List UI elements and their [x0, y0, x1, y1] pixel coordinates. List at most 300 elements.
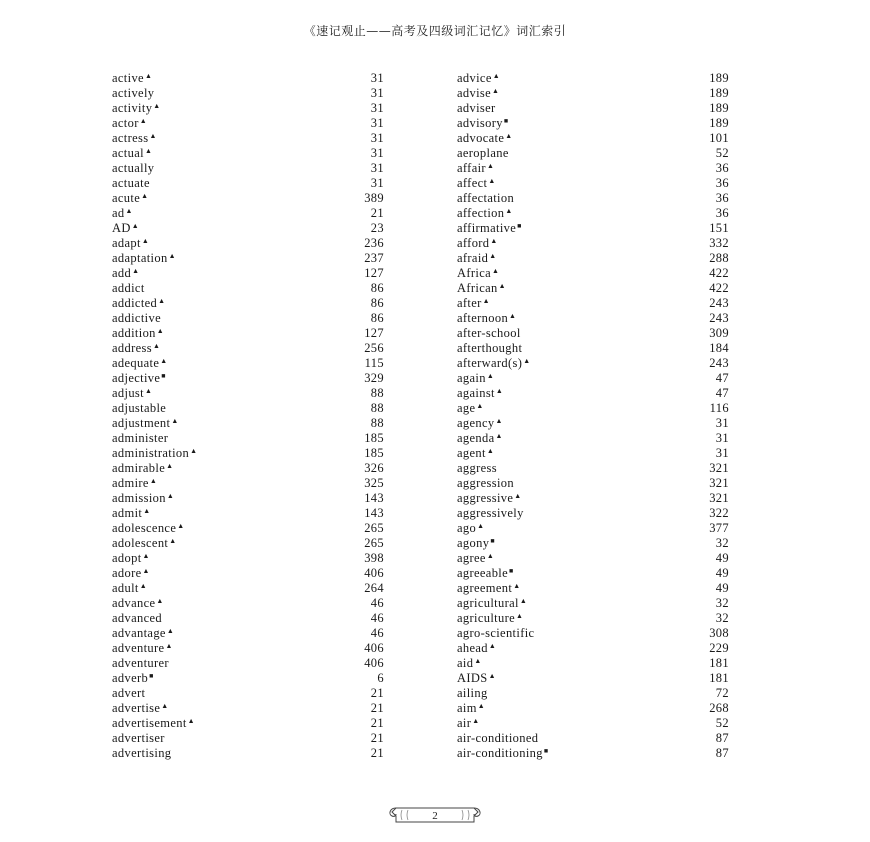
index-entry — [457, 71, 729, 86]
entry-word — [457, 281, 506, 296]
index-entry — [457, 161, 729, 176]
entry-word — [112, 611, 162, 626]
index-entry — [112, 626, 384, 641]
entry-word-text: add — [112, 266, 132, 280]
entry-word — [457, 506, 524, 521]
index-entry — [112, 161, 384, 176]
triangle-marker-icon: ▲ — [498, 282, 506, 290]
entry-word-text: affect — [457, 176, 488, 190]
page-header: 《速记观止——高考及四级词汇记忆》词汇索引 — [303, 24, 567, 38]
entry-word-text: aggressively — [457, 506, 524, 520]
triangle-marker-icon: ▲ — [490, 237, 498, 245]
entry-word-text: actually — [112, 161, 155, 175]
entry-page-number: 88 — [370, 401, 384, 415]
index-entry — [457, 131, 729, 146]
entry-page-number: 31 — [370, 86, 384, 100]
entry-word-text: adventurer — [112, 656, 169, 670]
entry-word-text: air-conditioning — [457, 746, 543, 760]
index-entry — [112, 686, 384, 701]
entry-word — [112, 341, 160, 356]
entry-page-number: 31 — [715, 431, 729, 445]
entry-word — [457, 446, 494, 461]
entry-page-number: 87 — [715, 731, 729, 745]
entry-word — [112, 356, 168, 371]
index-entry — [112, 536, 384, 551]
triangle-marker-icon: ▲ — [139, 582, 148, 590]
entry-word — [112, 566, 150, 581]
index-entry — [112, 446, 384, 461]
entry-word-text: admit — [112, 506, 143, 520]
index-entry — [112, 206, 384, 221]
index-entry — [112, 731, 384, 746]
entry-word-text: ailing — [457, 686, 488, 700]
triangle-marker-icon: ▲ — [161, 702, 169, 710]
entry-word-text: advisory — [457, 116, 503, 130]
entry-page-number: 21 — [370, 731, 384, 745]
index-entry — [112, 386, 384, 401]
triangle-marker-icon: ▲ — [488, 672, 496, 680]
triangle-marker-icon: ▲ — [486, 447, 495, 455]
index-entry — [112, 641, 384, 656]
entry-page-number: 422 — [709, 266, 729, 280]
entry-word-text: adjustment — [112, 416, 171, 430]
entry-word-text: adaptation — [112, 251, 168, 265]
index-entry — [457, 491, 729, 506]
index-entry — [457, 266, 729, 281]
index-entry — [457, 206, 729, 221]
triangle-marker-icon: ▲ — [142, 567, 150, 575]
entry-page-number: 32 — [715, 596, 729, 610]
index-entry — [457, 656, 729, 671]
entry-word-text: adventure — [112, 641, 165, 655]
entry-page-number: 6 — [377, 671, 384, 685]
entry-word — [112, 86, 154, 101]
entry-page-number: 288 — [709, 251, 729, 265]
entry-page-number: 116 — [709, 401, 729, 415]
entry-page-number: 23 — [370, 221, 384, 235]
triangle-marker-icon: ▲ — [482, 297, 490, 305]
triangle-marker-icon: ▲ — [149, 477, 158, 485]
index-entry — [457, 461, 729, 476]
triangle-marker-icon: ▲ — [472, 717, 480, 725]
entry-word-text: AIDS — [457, 671, 488, 685]
entry-word — [112, 131, 157, 146]
index-entry — [112, 551, 384, 566]
index-entry — [112, 461, 384, 476]
triangle-marker-icon: ▲ — [523, 357, 531, 365]
index-entry — [457, 641, 729, 656]
entry-word-text: advance — [112, 596, 156, 610]
entry-word-text: advertiser — [112, 731, 165, 745]
square-marker-icon: ■ — [543, 747, 549, 755]
entry-word — [457, 86, 499, 101]
entry-page-number: 21 — [370, 686, 384, 700]
entry-word-text: adjustable — [112, 401, 167, 415]
entry-page-number: 49 — [715, 551, 729, 565]
entry-word-text: after-school — [457, 326, 521, 340]
entry-word — [457, 521, 484, 536]
entry-page-number: 422 — [709, 281, 729, 295]
entry-page-number: 115 — [364, 356, 384, 370]
entry-word-text: aggress — [457, 461, 497, 475]
entry-page-number: 322 — [709, 506, 729, 520]
entry-page-number: 264 — [364, 581, 384, 595]
index-entry — [457, 686, 729, 701]
entry-word — [457, 731, 538, 746]
index-entry — [457, 371, 729, 386]
entry-word — [112, 71, 152, 86]
entry-word-text: actuate — [112, 176, 150, 190]
entry-word-text: affectation — [457, 191, 515, 205]
entry-word — [457, 296, 490, 311]
entry-word-text: air — [457, 716, 472, 730]
triangle-marker-icon: ▲ — [156, 327, 165, 335]
index-entry — [112, 431, 384, 446]
index-column-left — [112, 71, 384, 761]
entry-word — [457, 236, 498, 251]
entry-word-text: advertise — [112, 701, 161, 715]
entry-word — [457, 596, 527, 611]
entry-page-number: 36 — [715, 161, 729, 175]
entry-page-number: 189 — [709, 71, 729, 85]
entry-word-text: agency — [457, 416, 495, 430]
entry-page-number: 21 — [370, 716, 384, 730]
entry-page-number: 151 — [709, 221, 729, 235]
entry-word-text: advertising — [112, 746, 172, 760]
entry-word — [112, 251, 176, 266]
entry-word-text: adore — [112, 566, 142, 580]
square-marker-icon: ■ — [490, 537, 495, 545]
entry-word — [457, 266, 499, 281]
entry-page-number: 52 — [715, 716, 729, 730]
entry-page-number: 46 — [370, 596, 384, 610]
index-entry — [457, 581, 729, 596]
entry-word — [457, 746, 548, 761]
entry-word — [112, 221, 139, 236]
entry-page-number: 265 — [364, 536, 384, 550]
triangle-marker-icon: ▲ — [513, 582, 521, 590]
index-entry — [112, 581, 384, 596]
entry-word — [112, 476, 157, 491]
index-entry — [112, 356, 384, 371]
entry-page-number: 321 — [709, 476, 729, 490]
entry-page-number: 265 — [364, 521, 384, 535]
entry-page-number: 31 — [715, 446, 729, 460]
index-entry — [112, 701, 384, 716]
triangle-marker-icon: ▲ — [514, 492, 522, 500]
index-entry — [112, 131, 384, 146]
index-entry — [457, 221, 729, 236]
entry-page-number: 36 — [715, 176, 729, 190]
entry-page-number: 88 — [370, 416, 384, 430]
entry-word — [112, 266, 139, 281]
entry-word-text: adjective — [112, 371, 161, 385]
triangle-marker-icon: ▲ — [488, 177, 496, 185]
entry-word-text: addition — [112, 326, 156, 340]
index-entry — [457, 416, 729, 431]
entry-word — [457, 686, 488, 701]
entry-page-number: 325 — [364, 476, 384, 490]
triangle-marker-icon: ▲ — [495, 417, 503, 425]
index-entry — [112, 296, 384, 311]
entry-word-text: actor — [112, 116, 139, 130]
entry-word — [112, 596, 164, 611]
index-entry — [112, 341, 384, 356]
triangle-marker-icon: ▲ — [474, 657, 482, 665]
entry-word-text: administration — [112, 446, 190, 460]
entry-page-number: 52 — [715, 146, 729, 160]
entry-page-number: 31 — [370, 116, 384, 130]
entry-word-text: ad — [112, 206, 125, 220]
entry-word-text: aim — [457, 701, 477, 715]
entry-word — [112, 416, 179, 431]
entry-page-number: 86 — [370, 296, 384, 310]
entry-word-text: aggressive — [457, 491, 514, 505]
entry-word-text: advise — [457, 86, 492, 100]
entry-word — [457, 566, 514, 581]
entry-word — [457, 641, 496, 656]
index-entry — [457, 236, 729, 251]
triangle-marker-icon: ▲ — [156, 597, 164, 605]
index-entry — [112, 491, 384, 506]
entry-page-number: 332 — [709, 236, 729, 250]
entry-word — [112, 146, 152, 161]
triangle-marker-icon: ▲ — [509, 312, 517, 320]
index-entry — [457, 191, 729, 206]
entry-word — [457, 476, 514, 491]
entry-word-text: adopt — [112, 551, 142, 565]
entry-page-number: 398 — [364, 551, 384, 565]
entry-page-number: 46 — [370, 611, 384, 625]
index-entry — [112, 506, 384, 521]
triangle-marker-icon: ▲ — [166, 462, 174, 470]
triangle-marker-icon: ▲ — [142, 552, 150, 560]
entry-page-number: 237 — [364, 251, 384, 265]
entry-page-number: 87 — [715, 746, 729, 760]
index-entry — [112, 266, 384, 281]
entry-word — [457, 206, 513, 221]
triangle-marker-icon: ▲ — [144, 387, 153, 395]
entry-word-text: agony — [457, 536, 490, 550]
entry-word — [457, 146, 509, 161]
triangle-marker-icon: ▲ — [143, 507, 151, 515]
triangle-marker-icon: ▲ — [476, 402, 484, 410]
entry-page-number: 256 — [364, 341, 384, 355]
square-marker-icon: ■ — [517, 222, 522, 230]
entry-word-text: adolescence — [112, 521, 177, 535]
entry-word — [112, 386, 152, 401]
index-entry — [457, 536, 729, 551]
square-marker-icon: ■ — [509, 567, 514, 575]
triangle-marker-icon: ▲ — [495, 387, 504, 395]
entry-word — [112, 506, 151, 521]
entry-page-number: 329 — [364, 371, 384, 385]
entry-word-text: aggression — [457, 476, 514, 490]
square-marker-icon: ■ — [149, 672, 154, 680]
page-number: 2 — [432, 810, 438, 822]
index-entry — [112, 746, 384, 761]
entry-word — [112, 521, 185, 536]
entry-page-number: 143 — [364, 506, 384, 520]
index-entry — [112, 86, 384, 101]
entry-page-number: 389 — [364, 191, 384, 205]
triangle-marker-icon: ▲ — [505, 207, 513, 215]
triangle-marker-icon: ▲ — [131, 222, 140, 230]
index-entry — [112, 476, 384, 491]
entry-page-number: 189 — [709, 116, 729, 130]
index-entry — [457, 116, 729, 131]
entry-word — [457, 671, 496, 686]
triangle-marker-icon: ▲ — [139, 117, 148, 125]
index-entry — [112, 236, 384, 251]
index-entry — [112, 176, 384, 191]
entry-page-number: 189 — [709, 86, 729, 100]
entry-word — [457, 386, 503, 401]
triangle-marker-icon: ▲ — [477, 702, 486, 710]
entry-word — [457, 626, 534, 641]
entry-page-number: 32 — [715, 611, 729, 625]
entry-word-text: address — [112, 341, 152, 355]
entry-word — [112, 236, 149, 251]
entry-word-text: agriculture — [457, 611, 515, 625]
entry-word-text: Africa — [457, 266, 492, 280]
entry-word-text: ahead — [457, 641, 488, 655]
entry-page-number: 321 — [709, 461, 729, 475]
index-entry — [112, 371, 384, 386]
triangle-marker-icon: ▲ — [144, 147, 153, 155]
entry-word-text: afraid — [457, 251, 489, 265]
square-marker-icon: ■ — [161, 372, 166, 380]
entry-word-text: afternoon — [457, 311, 509, 325]
entry-page-number: 406 — [364, 641, 384, 655]
entry-word-text: again — [457, 371, 486, 385]
entry-word-text: activity — [112, 101, 153, 115]
triangle-marker-icon: ▲ — [519, 597, 528, 605]
entry-word-text: AD — [112, 221, 131, 235]
entry-page-number: 189 — [709, 101, 729, 115]
entry-page-number: 326 — [364, 461, 384, 475]
triangle-marker-icon: ▲ — [169, 537, 177, 545]
entry-page-number: 86 — [370, 281, 384, 295]
index-entry — [112, 716, 384, 731]
entry-word — [457, 611, 523, 626]
triangle-marker-icon: ▲ — [141, 192, 149, 200]
triangle-marker-icon: ▲ — [141, 237, 150, 245]
triangle-marker-icon: ▲ — [149, 132, 157, 140]
entry-page-number: 31 — [370, 71, 384, 85]
triangle-marker-icon: ▲ — [505, 132, 513, 140]
index-entry — [457, 671, 729, 686]
entry-word-text: age — [457, 401, 476, 415]
entry-word — [112, 296, 165, 311]
entry-page-number: 21 — [370, 206, 384, 220]
entry-page-number: 406 — [364, 566, 384, 580]
index-entry — [457, 281, 729, 296]
entry-page-number: 21 — [370, 701, 384, 715]
triangle-marker-icon: ▲ — [488, 642, 497, 650]
entry-word-text: adapt — [112, 236, 141, 250]
entry-word — [457, 491, 522, 506]
entry-page-number: 181 — [709, 671, 729, 685]
triangle-marker-icon: ▲ — [153, 102, 161, 110]
index-entry — [112, 671, 384, 686]
entry-page-number: 127 — [364, 266, 384, 280]
triangle-marker-icon: ▲ — [160, 357, 168, 365]
entry-word — [112, 446, 197, 461]
entry-word — [457, 701, 485, 716]
entry-word — [457, 401, 484, 416]
entry-word-text: agreement — [457, 581, 513, 595]
index-entry — [457, 86, 729, 101]
entry-page-number: 236 — [364, 236, 384, 250]
entry-page-number: 127 — [364, 326, 384, 340]
scroll-banner-icon — [386, 800, 484, 830]
entry-word — [112, 686, 145, 701]
entry-word-text: addictive — [112, 311, 161, 325]
page-number-banner — [386, 800, 484, 830]
index-entry — [112, 281, 384, 296]
entry-word — [112, 746, 171, 761]
triangle-marker-icon: ▲ — [165, 642, 173, 650]
entry-word-text: African — [457, 281, 498, 295]
index-entry — [457, 176, 729, 191]
index-entry — [457, 506, 729, 521]
entry-word-text: active — [112, 71, 144, 85]
entry-word-text: afterward(s) — [457, 356, 523, 370]
index-entry — [457, 311, 729, 326]
entry-word-text: actress — [112, 131, 149, 145]
entry-word — [457, 326, 521, 341]
entry-page-number: 31 — [715, 416, 729, 430]
triangle-marker-icon: ▲ — [492, 87, 500, 95]
entry-word — [457, 656, 482, 671]
entry-word — [457, 431, 503, 446]
entry-page-number: 86 — [370, 311, 384, 325]
entry-word-text: agenda — [457, 431, 495, 445]
index-entry — [112, 401, 384, 416]
entry-word-text: adult — [112, 581, 139, 595]
index-entry — [112, 326, 384, 341]
entry-word-text: addict — [112, 281, 145, 295]
index-entry — [457, 551, 729, 566]
triangle-marker-icon: ▲ — [492, 72, 500, 80]
index-entry — [457, 446, 729, 461]
entry-word — [457, 251, 497, 266]
entry-word — [112, 206, 133, 221]
index-entry — [457, 476, 729, 491]
entry-page-number: 49 — [715, 566, 729, 580]
entry-word-text: agro-scientific — [457, 626, 535, 640]
entry-page-number: 47 — [715, 371, 729, 385]
entry-word — [112, 731, 165, 746]
triangle-marker-icon: ▲ — [516, 612, 524, 620]
entry-word — [112, 101, 161, 116]
entry-page-number: 36 — [715, 206, 729, 220]
entry-word — [112, 581, 147, 596]
entry-word-text: agent — [457, 446, 486, 460]
entry-word-text: acute — [112, 191, 141, 205]
entry-word-text: adjust — [112, 386, 144, 400]
entry-word — [112, 656, 169, 671]
entry-word — [457, 101, 496, 116]
entry-word — [457, 311, 516, 326]
entry-word-text: advocate — [457, 131, 505, 145]
index-entry — [457, 731, 729, 746]
entry-word — [112, 491, 174, 506]
index-entry — [112, 191, 384, 206]
entry-word — [457, 191, 514, 206]
entry-page-number: 406 — [364, 656, 384, 670]
